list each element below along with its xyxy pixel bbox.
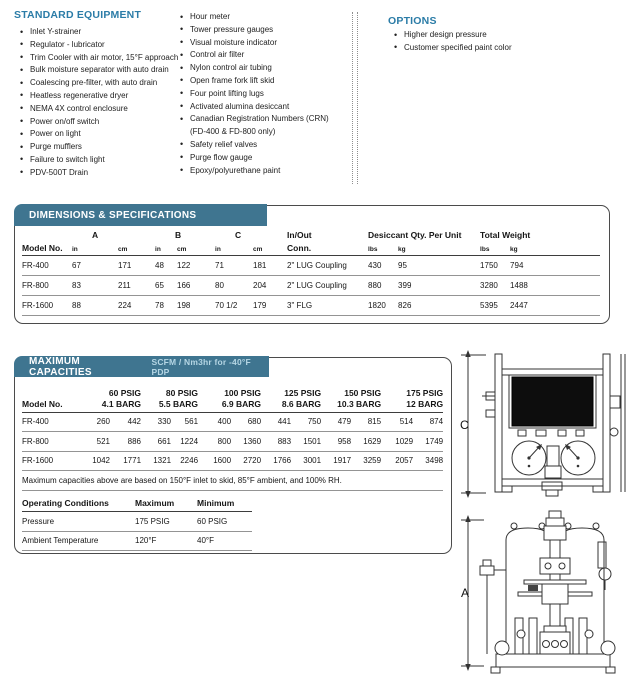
standard-equipment-col2 [179, 11, 335, 177]
dotted-divider [352, 12, 358, 184]
list-item: • NEMA 4X control enclosure [19, 103, 181, 116]
barg-header: 5.5 BARG [141, 398, 198, 412]
unit-cm: cm [253, 240, 287, 255]
model-cell: FR-400 [22, 255, 72, 275]
list-item: • Safety relief valves [179, 139, 335, 152]
psig-header: 150 PSIG [344, 388, 382, 398]
model-cell: FR-1600 [22, 295, 72, 315]
psig-header: 100 PSIG [224, 388, 262, 398]
table-row: FR-400 67 171 48 122 71 181 2" LUG Coupling 430 95 1750 794 [22, 255, 600, 275]
dimensions-banner-title: DIMENSIONS & SPECIFICATIONS [29, 209, 197, 221]
capacities-banner [14, 356, 269, 377]
list-item: • PDV-500T Drain [19, 167, 181, 180]
table-row: FR-800 521 886 661 1224 800 1360 883 1501 958 1629 1029 1749 [22, 432, 443, 452]
list-item: • Customer specified paint color [393, 42, 593, 55]
model-cell: FR-400 [22, 412, 67, 432]
list-item: • Purge mufflers [19, 141, 181, 154]
table-row: Pressure 175 PSIG 60 PSIG [22, 512, 252, 532]
minimum-header: Minimum [197, 494, 252, 512]
model-cell: FR-800 [22, 275, 72, 295]
table-row: FR-1600 88 224 78 198 70 1/2 179 3" FLG 1820 826 5395 2447 [22, 295, 600, 315]
list-item: • Four point lifting lugs [179, 88, 335, 101]
psig-header: 125 PSIG [284, 388, 322, 398]
list-item: • Control air filter [179, 49, 335, 62]
list-item: • Tower pressure gauges [179, 24, 335, 37]
capacities-table [22, 381, 443, 491]
list-item: • Higher design pressure [393, 29, 593, 42]
list-item: • Inlet Y-strainer [19, 26, 181, 39]
table-row: FR-400 260 442 330 561 400 680 441 750 479 815 514 874 [22, 412, 443, 432]
list-item: • Power on/off switch [19, 116, 181, 129]
unit-in: in [72, 240, 118, 255]
table-row: FR-800 83 211 65 166 80 204 2" LUG Coupling 880 399 3280 1488 [22, 275, 600, 295]
options-list [393, 29, 593, 55]
options-title: OPTIONS [388, 15, 437, 27]
model-cell: FR-800 [22, 432, 67, 452]
psig-header: 60 PSIG [108, 388, 142, 398]
list-item: • Activated alumina desiccant [179, 101, 335, 114]
unit-cm: cm [177, 240, 215, 255]
unit-lbs: lbs [480, 240, 510, 255]
list-item: • Open frame fork lift skid [179, 75, 335, 88]
table-row: Ambient Temperature 120°F 40°F [22, 531, 252, 551]
barg-header: 6.9 BARG [198, 398, 261, 412]
list-item: • Bulk moisture separator with auto drain [19, 64, 181, 77]
list-item: • Coalescing pre-filter, with auto drain [19, 77, 181, 90]
dimensions-table [22, 227, 600, 316]
list-item: • Nylon control air tubing [179, 62, 335, 75]
psig-header: 80 PSIG [165, 388, 199, 398]
barg-header: 12 BARG [381, 398, 443, 412]
column-group-a: A [92, 230, 99, 240]
top-view-drawing [458, 334, 628, 504]
unit-kg: kg [510, 240, 600, 255]
table-row: FR-1600 1042 1771 1321 2246 1600 2720 1766 3001 1917 3259 2057 3498 [22, 451, 443, 471]
capacities-banner-subtitle: SCFM / Nm3hr for -40°F PDP [151, 356, 251, 377]
column-total-weight: Total Weight [480, 230, 531, 240]
standard-equipment-title: STANDARD EQUIPMENT [14, 9, 142, 21]
operating-conditions-table [22, 494, 252, 551]
dimension-a-label: A [461, 586, 470, 600]
column-desiccant: Desiccant Qty. Per Unit [368, 230, 462, 240]
unit-in: in [215, 240, 253, 255]
unit-in: in [155, 240, 177, 255]
list-item: • Regulator - lubricator [19, 39, 181, 52]
unit-lbs: lbs [368, 240, 398, 255]
list-item: • Canadian Registration Numbers (CRN) (FD-400 & FD-800 only) [179, 113, 335, 139]
model-cell: FR-1600 [22, 451, 67, 471]
list-item: • Visual moisture indicator [179, 37, 335, 50]
barg-header: 10.3 BARG [321, 398, 381, 412]
barg-header: 4.1 BARG [67, 398, 141, 412]
list-item: • Trim Cooler with air motor, 15°F approach [19, 52, 181, 65]
column-group-b: B [175, 230, 182, 240]
capacities-note: Maximum capacities above are based on 150°F inlet to skid, 85°F ambient, and 100% RH. [22, 471, 443, 491]
psig-header: 175 PSIG [406, 388, 444, 398]
list-item: • Heatless regenerative dryer [19, 90, 181, 103]
unit-kg: kg [398, 240, 480, 255]
column-group-c: C [235, 230, 242, 240]
list-item: • Power on light [19, 128, 181, 141]
list-item: • Epoxy/polyurethane paint [179, 165, 335, 178]
operating-title: Operating Conditions [22, 494, 135, 512]
dimensions-banner [14, 204, 267, 226]
column-conn-line1: In/Out [287, 230, 312, 240]
dimension-c-label: C [460, 418, 469, 432]
list-item: • Hour meter [179, 11, 335, 24]
column-conn-line2: Conn. [287, 240, 368, 255]
model-header: Model No. [22, 398, 67, 412]
capacities-banner-title: MAXIMUM CAPACITIES [29, 355, 92, 378]
maximum-header: Maximum [135, 494, 197, 512]
list-item: • Purge flow gauge [179, 152, 335, 165]
unit-cm: cm [118, 240, 155, 255]
list-item: • Failure to switch light [19, 154, 181, 167]
model-header: Model No. [22, 240, 72, 255]
note-row [22, 471, 443, 491]
barg-header: 8.6 BARG [261, 398, 321, 412]
front-view-drawing [458, 506, 628, 684]
standard-equipment-col1 [19, 26, 181, 180]
